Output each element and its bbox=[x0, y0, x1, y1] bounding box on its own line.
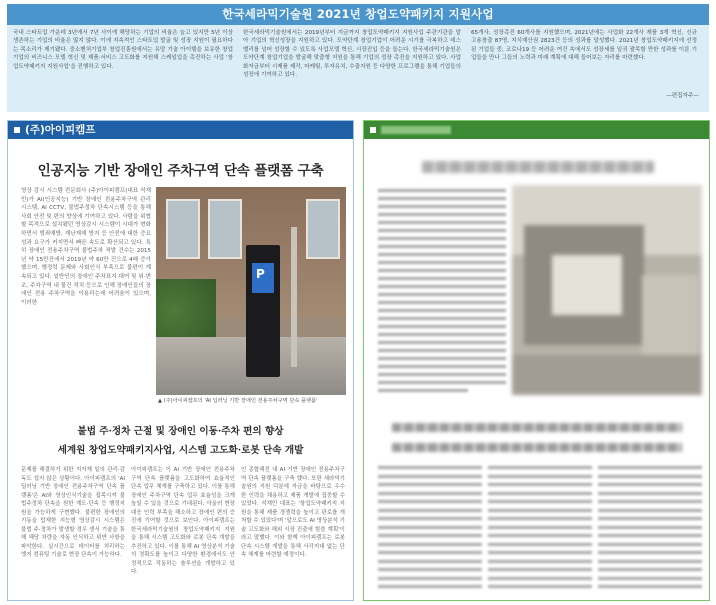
photo-pole bbox=[291, 227, 297, 367]
body-column-3-blurred bbox=[598, 466, 702, 594]
photo-window bbox=[306, 199, 340, 259]
photo-window bbox=[166, 199, 200, 259]
header-text-col-3: 65개사, 성장촉진 60개사를 지원했으며, 2021년에는 사업화 22개사 제품 3개 혁신, 신규 고용창출 87명, 지식재산권 2823건 등의 성과를 달성했다. 2021년 창업도약패키지에 선정 된 기업들 중, 코로나19 등 어려운 여건 속에서도 성장세를 일궈 괄목할 만한 성과를 이룬 기업들을 만나 그들의 노력과 미래 계획에 대해 들어보는 자리를 마련했다. bbox=[471, 30, 697, 62]
photo-caption: ▲ (주)아이피캠프의 'AI 딥러닝 기반 장애인 전용주차구역 단속 플랫폼' bbox=[158, 398, 318, 404]
body-column-2: 아이피캠프는 이 AI 기반 장애인 전용주차구역 단속 플랫폼을 고도화하여 효율적인 단속 업무 체계를 구축하고 있다. 이를 통해 장애인 주차구역 단속 업무 효율성을 크게 높일 수 있을 것으로 기대된다. 아울러 현장 대응 인력 부족을 해소하고 장애인 편의 증진에 기여할 것으로 보인다. 아이피캠프는 한국세라믹기술원의 창업도약패키지 지원을 통해 시스템 고도화와 로봇 단속 개발을 추진하고 있다. 이를 통해 AI 영상분석 기술의 정확도를 높이고 다양한 환경에서도 안정적으로 작동하는 솔루션을 개발하고 있다. bbox=[131, 467, 235, 575]
subheadline-1-blurred bbox=[392, 423, 682, 432]
article-lead-text: 영상 감시 시스템 전문회사 (주)아이피캠프(대표 석재민)가 AI(인공지능) 기반 장애인 전용주차구역 관리 시스템, AI CCTV, 불법주정차 단속시스템 등을 통해 사회 안전 및 편의 향상에 기여하고 있다. 사람을 위협할 목적으로 설치됐던 영상감시 시스템이 시대가 변화하면서 범죄예방, 재난재해 방지 등 안전에 대한 증요성과 요구가 커지면서 빠른 속도로 확산되고 있다. 특히 장애인 전용주차구역 불법주차 적발 건수는 2015년 약 15만건에서 2019년 약 60만 건으로 4배 증가했으며, 행정력 문제와 사회인식 부족으로 불편이 계속되고 있다. 일반인의 장애인 주차표지 대여 및 위·변조, 주차구역 내 물건 적치 등으로 인해 장애인들의 장애인 전용 주차구역을 이용하는데 어려움이 있으며, 이러한 bbox=[21, 188, 151, 306]
parking-sign-icon: P bbox=[256, 267, 265, 281]
square-bullet-icon bbox=[14, 127, 20, 133]
article-left-header bbox=[8, 121, 353, 139]
company-name: (주)아이피캠프 bbox=[25, 124, 96, 136]
article-title-blurred bbox=[422, 161, 654, 173]
article-left bbox=[7, 120, 354, 601]
article-photo-blurred bbox=[512, 185, 702, 395]
body-column-1-blurred bbox=[378, 466, 482, 594]
kiosk-photo bbox=[156, 187, 346, 395]
header-text-col-1: 국내 스타트업 가운데 3년에서 7년 사이에 해당하는 기업의 비율은 늘고 있지만 5년 이상 생존하는 기업의 비율은 많지 않다. 이에 지속적인 스타트업 발굴 및 성장 지원이 필요하다는 목소리가 제기됐다. 중소벤처기업부 창업진흥원에서는 유망 기술 아이템을 보유한 창업기업의 비즈니스 모델 혁신 및 제품·서비스 고도화를 지원해 스케일업을 촉진하는 사업 '창업도약패키지 지원사업'을 진행하고 있다. bbox=[13, 30, 233, 70]
subheadline-2: 세계원 창업도약패키지사업, 시스템 고도화·로봇 단속 개발 bbox=[57, 445, 304, 456]
editor-note: —편집자주— bbox=[666, 93, 699, 99]
body-column-1: 문제를 해결하기 위한 지자체 일의 관리·감독도 쉽지 않은 상황이다. 아이피캠프의 'AI 딥러닝 기반 장애인 전용주차구역 단속 플랫폼'은 AI와 영상인식기술을 접목시켜 불법주정차 단속을 원한 계도·단속 등 행정지원을 가능하게 구현했다. 불편한 장애인의 기동을 탑재한 지능형 영상감시 시스템은 불법 주·정차가 발생할 경우 센서 기술을 통해 해당 차량을 자동 인식하고 위반 사항을 파악한다. 실시간으로 데이터를 처리하는 엣지 컴퓨팅 기술로 현장 단속이 가능하다. bbox=[21, 467, 125, 558]
square-bullet-icon bbox=[370, 127, 376, 133]
header-title: 한국세라믹기술원 2021년 창업도약패키지 지원사업 bbox=[7, 4, 709, 25]
lead-text-blurred bbox=[378, 189, 506, 397]
body-column-2-blurred bbox=[488, 466, 592, 594]
article-right-blurred bbox=[363, 120, 710, 601]
header-text-col-2: 한국세라믹기술원에서는 2019년부터 지금까지 창업도약패키지 지원사업 주관기관을 맡아 기업의 혁신성장을 지원하고 있다. 도약단계 창업기업이 어려운 시기를 극복하고 데스밸리를 넘어 성장할 수 있도록 사업모델 혁신, 시장진입 등을 돕는다. 한국세라믹기술원은 도약단계 창업기업을 발굴해 맞춤형 지원을 통해 기업의 성장 촉진을 지원하고 있다. 사업화자금부터 시제품 제작, 마케팅, 투자유치, 수출지원 등 다양한 프로그램을 통해 기업들의 성장에 기여하고 있다. bbox=[243, 30, 461, 79]
photo-window bbox=[208, 199, 242, 259]
editorial-header bbox=[7, 4, 709, 112]
company-name-blurred bbox=[381, 126, 451, 134]
subheadline-1: 불법 주·정차 근절 및 장애인 이동·주차 편의 향상 bbox=[77, 426, 284, 437]
article-right-header bbox=[364, 121, 709, 139]
subheadline-2-blurred bbox=[392, 443, 682, 452]
body-column-3: 인 종합해진 내 AI 기반 장애인 전용주차구역 단속 플랫폼을 구축 했다. 또한 세라믹기술원의 지원 덕분에 자금을 바탕으로 우수한 인력을 채용하고 제품 개발에 집중할 수 있었다. 석재민 대표는 '창업도약패키지 지원을 통해 제품 경쟁력을 높이고 판로를 개척할 수 있었다'며 '앞으로도 AI 영상분석 기술 고도화와 해외 시장 진출에 힘쓸 계획'이라고 말했다. 이와 함께 아이피캠프는 로봇 단속 시스템 개발을 통해 사각지대 없는 단속 체계를 마련할 예정이다. bbox=[241, 467, 345, 558]
article-title: 인공지능 기반 장애인 주차구역 단속 플랫폼 구축 bbox=[37, 163, 324, 179]
